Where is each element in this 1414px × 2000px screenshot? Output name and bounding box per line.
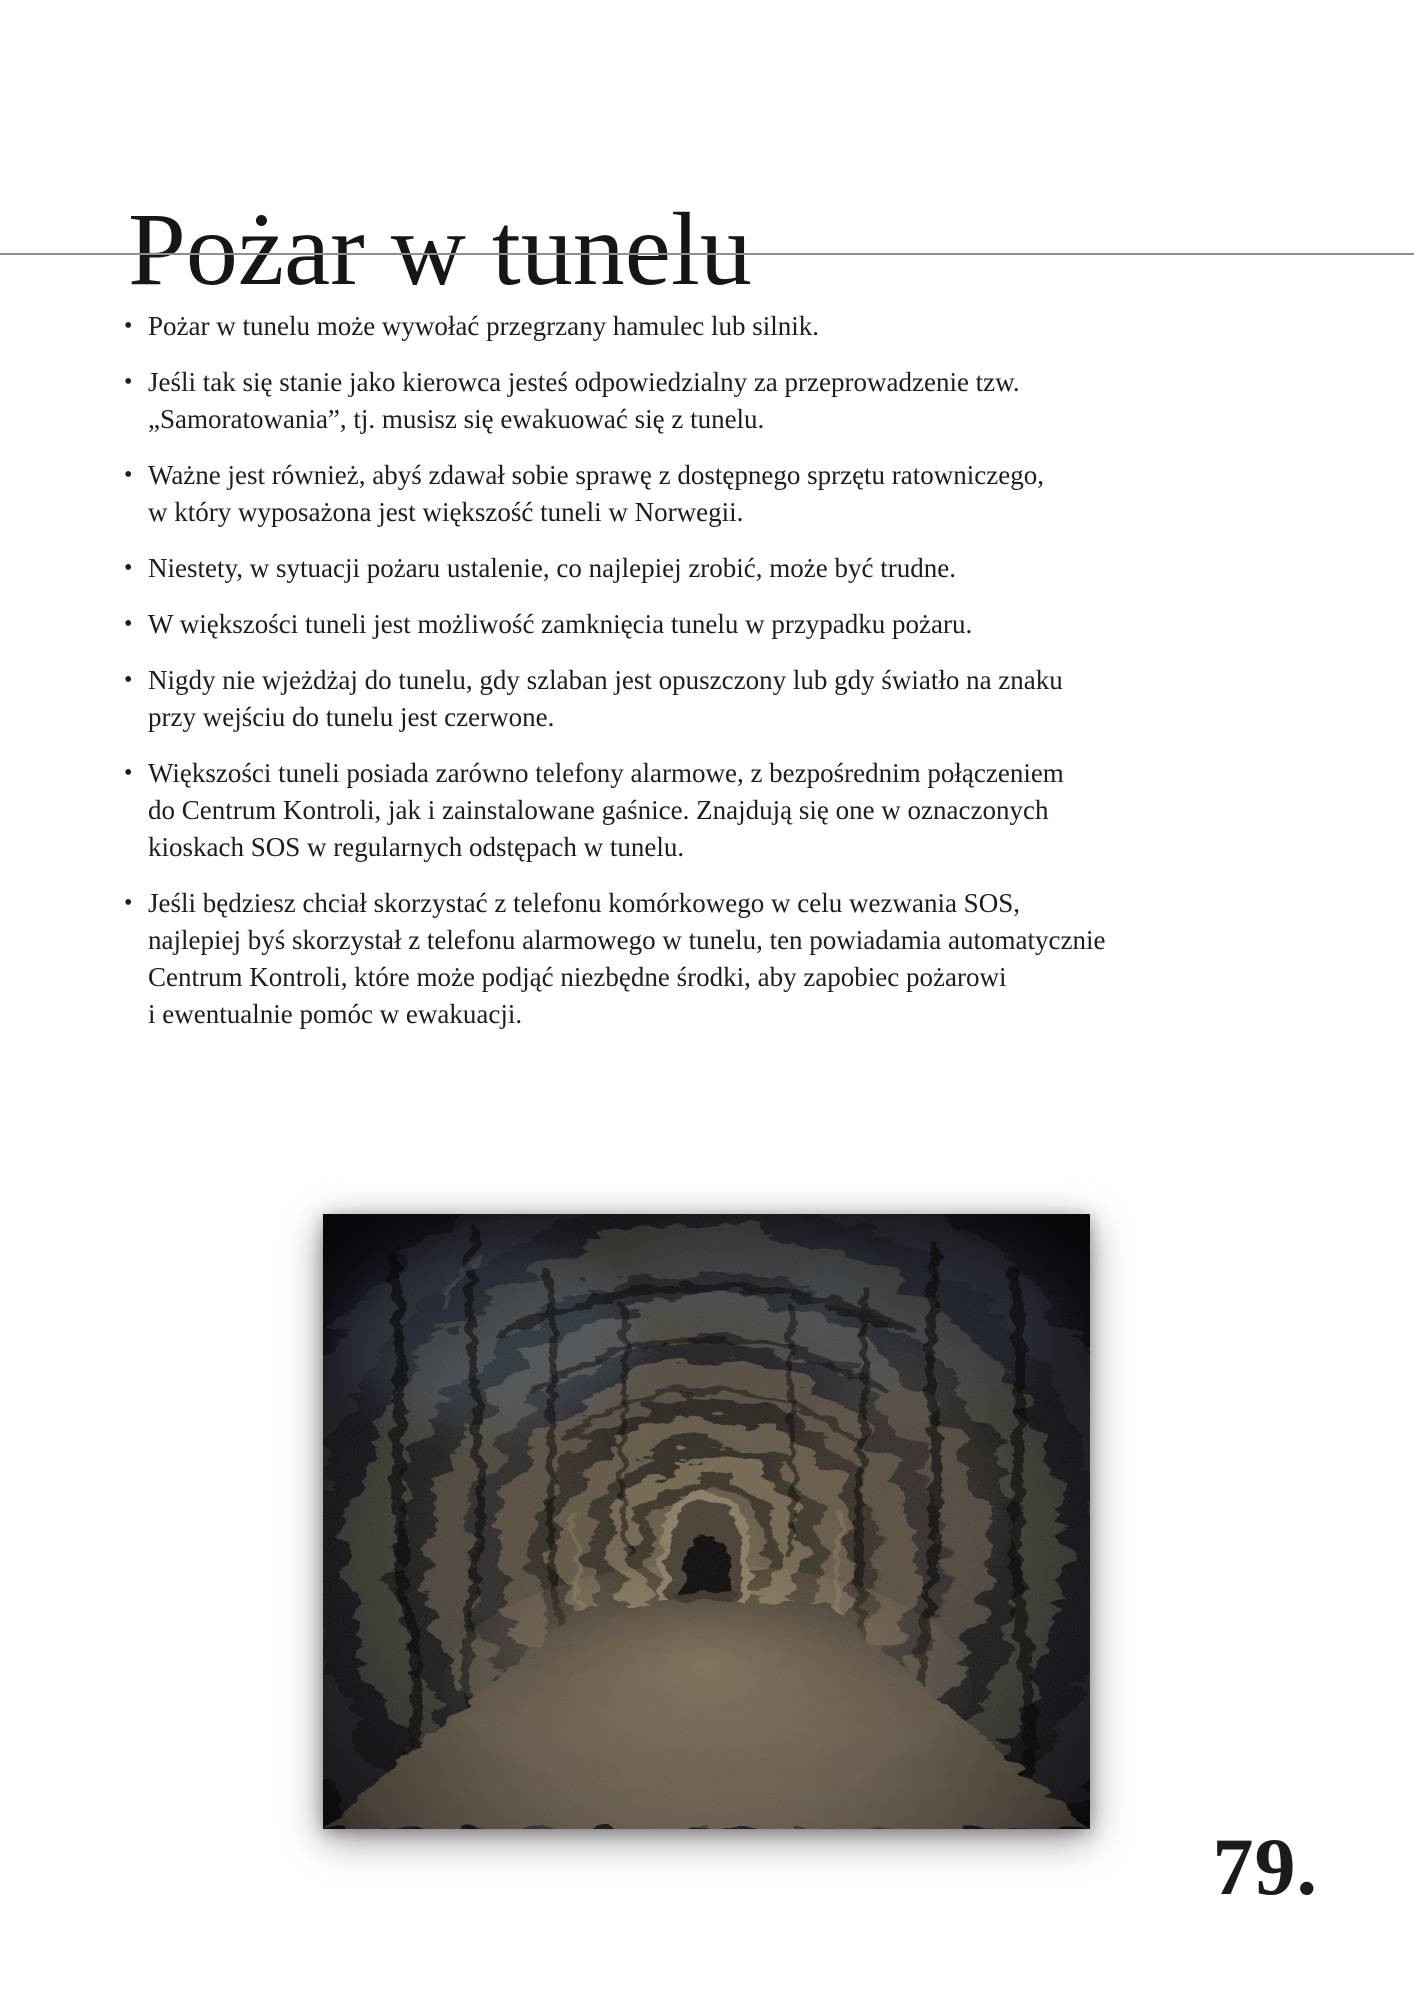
tunnel-image — [323, 1214, 1090, 1829]
bullet-item — [124, 550, 1298, 587]
bullet-marker: • — [124, 555, 133, 581]
bullet-item — [124, 755, 1298, 866]
bullet-line: Niestety, w sytuacji pożaru ustalenie, co najlepiej zrobić, może być trudne. — [148, 553, 956, 583]
bullet-line: Większości tuneli posiada zarówno telefony alarmowe, z bezpośrednim połączeniem — [148, 758, 1064, 788]
bullet-line: w który wyposażona jest większość tuneli w Norwegii. — [148, 497, 744, 527]
bullet-line: Nigdy nie wjeżdżaj do tunelu, gdy szlaban jest opuszczony lub gdy światło na znaku — [148, 665, 1063, 695]
bullet-line: W większości tuneli jest możliwość zamknięcia tunelu w przypadku pożaru. — [148, 609, 973, 639]
bullet-item — [124, 606, 1298, 643]
bullet-line: Centrum Kontroli, które może podjąć niezbędne środki, aby zapobiec pożarowi — [148, 962, 1007, 992]
bullet-marker: • — [124, 667, 133, 693]
bullet-item — [124, 308, 1298, 345]
bullet-list — [124, 308, 1298, 1052]
bullet-line: Jeśli tak się stanie jako kierowca jesteś odpowiedzialny za przeprowadzenie tzw. — [148, 367, 1020, 397]
bullet-line: Pożar w tunelu może wywołać przegrzany hamulec lub silnik. — [148, 311, 820, 341]
bullet-line: kioskach SOS w regularnych odstępach w tunelu. — [148, 832, 685, 862]
bullet-item — [124, 364, 1298, 438]
bullet-item — [124, 885, 1298, 1033]
bullet-line: najlepiej byś skorzystał z telefonu alarmowego w tunelu, ten powiadamia automatycznie — [148, 925, 1106, 955]
bullet-line: do Centrum Kontroli, jak i zainstalowane gaśnice. Znajdują się one w oznaczonych — [148, 795, 1049, 825]
bullet-line: Jeśli będziesz chciał skorzystać z telefonu komórkowego w celu wezwania SOS, — [148, 888, 1020, 918]
bullet-line: Ważne jest również, abyś zdawał sobie sprawę z dostępnego sprzętu ratowniczego, — [148, 460, 1044, 490]
title-divider — [0, 253, 1414, 255]
bullet-item — [124, 662, 1298, 736]
bullet-marker: • — [124, 760, 133, 786]
bullet-marker: • — [124, 462, 133, 488]
bullet-item — [124, 457, 1298, 531]
bullet-marker: • — [124, 890, 133, 916]
page-number: 79. — [1212, 1821, 1318, 1912]
page-title: Pożar w tunelu — [128, 191, 752, 307]
tunnel-photo — [323, 1214, 1090, 1829]
bullet-line: i ewentualnie pomóc w ewakuacji. — [148, 999, 523, 1029]
bullet-marker: • — [124, 369, 133, 395]
bullet-line: „Samoratowania”, tj. musisz się ewakuować się z tunelu. — [148, 404, 765, 434]
bullet-marker: • — [124, 313, 133, 339]
bullet-marker: • — [124, 611, 133, 637]
bullet-line: przy wejściu do tunelu jest czerwone. — [148, 702, 555, 732]
